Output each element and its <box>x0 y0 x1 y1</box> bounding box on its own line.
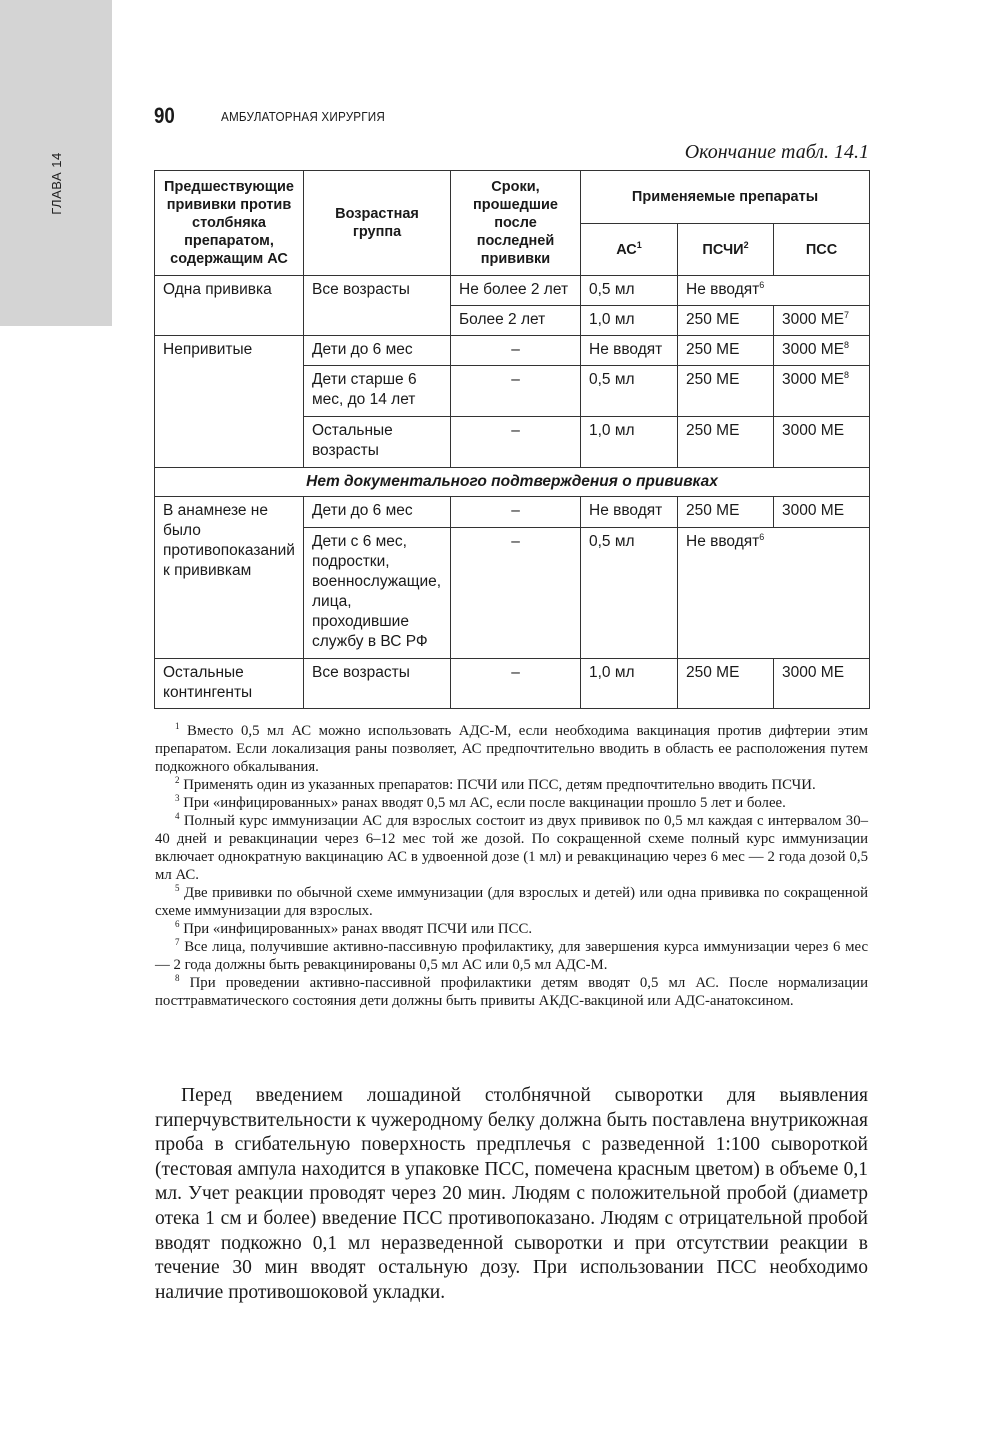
cell-as: 0,5 мл <box>581 276 678 306</box>
cell-pschi: Не вводят$^6$ <box>678 276 870 306</box>
cell-term: Не более 2 лет <box>451 276 581 306</box>
cell-pschi: 250 МЕ <box>678 366 774 417</box>
table-row <box>155 659 870 709</box>
cell-pschi: Не вводят$^6$ <box>678 528 870 659</box>
cell-term: – <box>451 528 581 659</box>
cell-as: 0,5 мл <box>581 528 678 659</box>
cell-prior: Одна прививка <box>155 276 304 336</box>
chapter-label: ГЛАВА 14 <box>48 151 64 215</box>
cell-pss: 3000 МЕ <box>774 497 870 528</box>
header-pss: ПСС <box>774 224 870 276</box>
body-paragraph: Перед введением лошадиной столбнячной сыворотки для выявления гиперчувствительности к чужеродному белку должна быть поставлена внутрикожная проба в сгибательную поверхность предплечья с разведенной 1:100 сывороткой (тестовая ампула находится в упаковке ПСС, помечена красным цветом) в объеме 0,1 мл. Учет реакции проводят через 20 мин. Людям с положительной пробой (диаметр отека 1 см и более) введение ПСС противопоказано. Людям с отрицательной пробой вводят подкожно 0,1 мл неразведенной сыворотки и при отсутствии реакции в течение 30 мин вводят остальную дозу. При использовании ПСС необходимо наличие противошоковой укладки. <box>155 1085 868 1303</box>
cell-term: – <box>451 336 581 366</box>
chapter-side-tab <box>0 0 112 326</box>
footnote: $^6$ При «инфицированных» ранах вводят ПСЧИ или ПСС. <box>175 919 533 937</box>
cell-age: Все возрасты <box>304 276 451 336</box>
cell-prior: Непривитые <box>155 336 304 468</box>
footnote: $^2$ Применять один из указанных препаратов: ПСЧИ или ПСС, детям предпочтительно вводить ПСЧИ. <box>175 775 816 793</box>
footnote: $^7$ Все лица, получившие активно-пассивную профилактику, для завершения курса иммунизации через 6 мес — 2 года должны быть ревакцинированы 0,5 мл АС или 0,5 мл АДС-М. <box>155 937 869 973</box>
cell-as: 0,5 мл <box>581 366 678 417</box>
header-pschi: ПСЧИ$^2$ <box>678 224 774 276</box>
table-subheading-row <box>155 468 870 497</box>
page-number: 90 <box>154 103 175 128</box>
header-drugs: Применяемые препараты <box>581 171 870 224</box>
footnote: $^1$ Вместо 0,5 мл АС можно использовать АДС-М, если необходима вакцинация против дифтерии этим препаратом. Если локализация раны позволяет, АС предпочтительно вводить в область ее расположения путем подкожного обкалывания. <box>155 721 868 775</box>
cell-term: – <box>451 659 581 709</box>
cell-as: 1,0 мл <box>581 306 678 336</box>
cell-age: Дети до 6 мес <box>304 336 451 366</box>
cell-as: 1,0 мл <box>581 659 678 709</box>
header-prior-vaccinations: Предшествующие прививки против столбняка препаратом, содержащим АС <box>155 171 304 276</box>
footnote: $^5$ Две прививки по обычной схеме иммунизации (для взрослых и детей) или одна прививка по сокращенной схеме иммунизации для взрослых. <box>155 883 868 919</box>
cell-term: – <box>451 417 581 468</box>
running-title: АМБУЛАТОРНАЯ ХИРУРГИЯ <box>221 109 386 124</box>
cell-pss: 3000 $МЕ^7$ <box>774 306 870 336</box>
cell-age: Остальные возрасты <box>304 417 451 468</box>
cell-pschi: 250 МЕ <box>678 497 774 528</box>
cell-pschi: 250 МЕ <box>678 306 774 336</box>
cell-age: Дети старше 6 мес, до 14 лет <box>304 366 451 417</box>
cell-term: – <box>451 497 581 528</box>
cell-pschi: 250 МЕ <box>678 336 774 366</box>
table-subheading: Нет документального подтверждения о прививках <box>155 468 870 497</box>
cell-age: Все возрасты <box>304 659 451 709</box>
cell-as: 1,0 мл <box>581 417 678 468</box>
table-row <box>155 276 870 306</box>
cell-prior: В анамнезе не было противопоказаний к прививкам <box>155 497 304 659</box>
cell-pschi: 250 МЕ <box>678 659 774 709</box>
cell-pschi: 250 МЕ <box>678 417 774 468</box>
header-time-since: Сроки, прошедшие после последней прививки <box>451 171 581 276</box>
cell-prior: Остальные контингенты <box>155 659 304 709</box>
footnote: $^3$ При «инфицированных» ранах вводят 0,5 мл АС, если после вакцинации прошло 5 лет и более. <box>175 793 786 811</box>
cell-pss: 3000 МЕ <box>774 659 870 709</box>
header-age-group: Возрастная группа <box>304 171 451 276</box>
header-as: $АС^1$ <box>581 224 678 276</box>
table-caption: Окончание табл. 14.1 <box>684 141 869 163</box>
cell-term: – <box>451 366 581 417</box>
table-header-row <box>155 171 870 224</box>
footnote: $^8$ При проведении активно-пассивной профилактики детям вводят 0,5 мл АС. После нормализации посттравматического состояния дети должны быть привиты АКДС-вакциной или АДС-анатоксином. <box>155 973 869 1009</box>
cell-as: Не вводят <box>581 497 678 528</box>
vaccination-table <box>154 170 870 709</box>
cell-age: Дети с 6 мес, подростки, военнослужащие, лица, проходившие службу в ВС РФ <box>304 528 451 659</box>
cell-age: Дети до 6 мес <box>304 497 451 528</box>
cell-pss: 3000 $МЕ^8$ <box>774 336 870 366</box>
table-row <box>155 497 870 528</box>
cell-term: Более 2 лет <box>451 306 581 336</box>
table-row <box>155 336 870 366</box>
cell-as: Не вводят <box>581 336 678 366</box>
cell-pss: 3000 $МЕ^8$ <box>774 366 870 417</box>
footnote: $^4$ Полный курс иммунизации АС для взрослых состоит из двух прививок по 0,5 мл каждая с интервалом 30–40 дней и ревакцинации через 6–12 мес той же дозой. По сокращенной схеме полный курс иммунизации включает однократную вакцинацию АС в удвоенной дозе (1 мл) и ревакцинацию через 6 мес — 2 года дозой 0,5 мл АС. <box>155 811 868 883</box>
cell-pss: 3000 МЕ <box>774 417 870 468</box>
footnotes <box>155 722 868 1010</box>
